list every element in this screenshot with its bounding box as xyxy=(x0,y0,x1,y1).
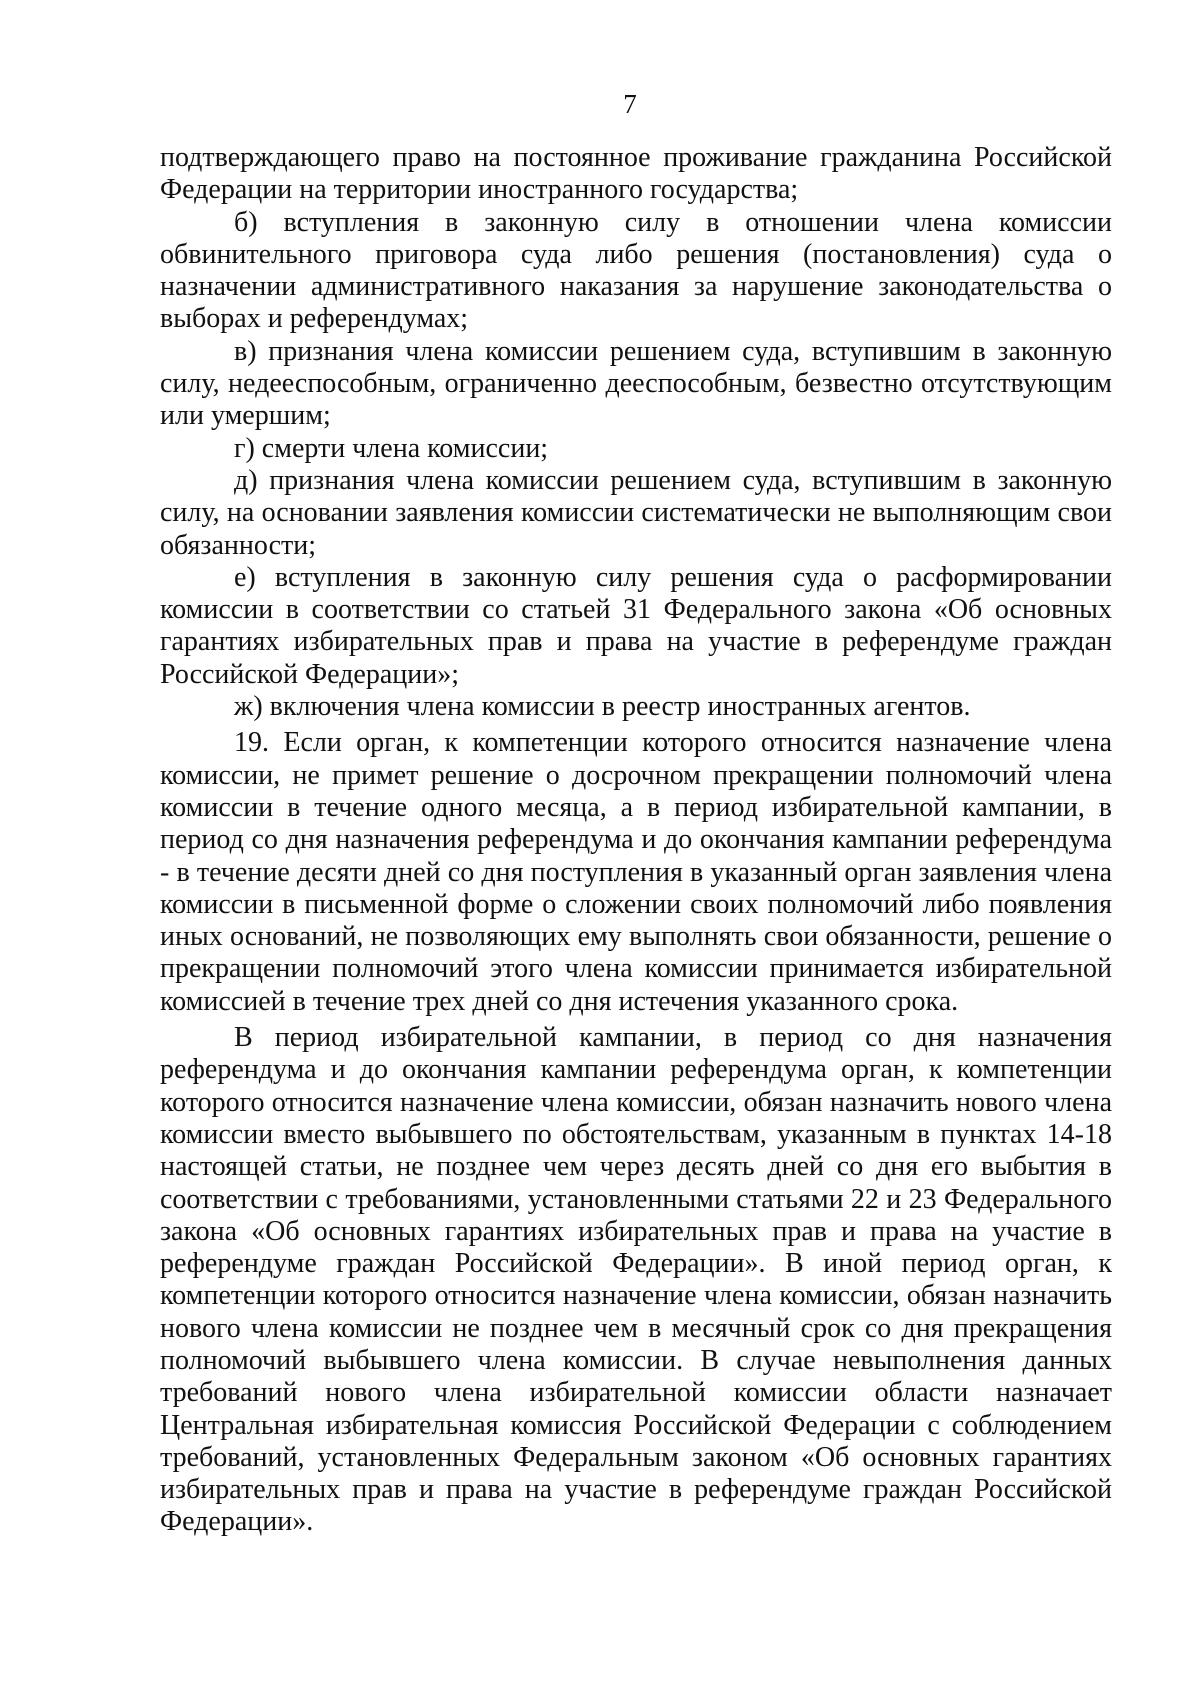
paragraph-clause-19: 19. Если орган, к компетенции которого относится назначение члена комиссии, не примет решение о досрочном прекращении полномочий члена комиссии в течение одного месяца, а в период избирательной кампании, в период со дня назначения референдума и до окончания кампании референдума - в течение десяти дней со дня поступления в указанный орган заявления члена комиссии в письменной форме о сложении своих полномочий либо появления иных оснований, не позволяющих ему выполнять свои обязанности, решение о прекращении полномочий этого члена комиссии принимается избирательной комиссией в течение трех дней со дня истечения указанного срока. xyxy=(160,727,1112,1017)
document-body xyxy=(160,142,1112,1539)
paragraph-item-d: д) признания члена комиссии решением суда, вступившим в законную силу, на основании заявления комиссии систематически не выполняющим свои обязанности; xyxy=(160,464,1112,561)
paragraph-item-v: в) признания члена комиссии решением суда, вступившим в законную силу, недееспособным, ограниченно дееспособным, безвестно отсутствующим или умершим; xyxy=(160,335,1112,432)
paragraph-item-e: е) вступления в законную силу решения суда о расформировании комиссии в соответствии со статьей 31 Федерального закона «Об основных гарантиях избирательных прав и права на участие в референдуме граждан Российской Федерации»; xyxy=(160,561,1112,690)
paragraph-continuation: подтверждающего право на постоянное проживание гражданина Российской Федерации на территории иностранного государства; xyxy=(160,142,1112,206)
page-number: 7 xyxy=(623,89,637,119)
paragraph-item-zh: ж) включения члена комиссии в реестр иностранных агентов. xyxy=(234,691,971,723)
paragraph-item-g: г) смерти члена комиссии; xyxy=(234,432,549,464)
paragraph-replacement-procedure: В период избирательной кампании, в период со дня назначения референдума и до окончания кампании референдума орган, к компетенции которого относится назначение члена комиссии, обязан назначить нового члена комиссии вместо выбывшего по обстоятельствам, указанным в пунктах 14-18 настоящей статьи, не позднее чем через десять дней со дня его выбытия в соответствии с требованиями, установленными статьями 22 и 23 Федерального закона «Об основных гарантиях избирательных прав и права на участие в референдуме граждан Российской Федерации». В иной период орган, к компетенции которого относится назначение члена комиссии, обязан назначить нового члена комиссии не позднее чем в месячный срок со дня прекращения полномочий выбывшего члена комиссии. В случае невыполнения данных требований нового члена избирательной комиссии области назначает Центральная избирательная комиссия Российской Федерации с соблюдением требований, установленных Федеральным законом «Об основных гарантиях избирательных прав и права на участие в референдуме граждан Российской Федерации». xyxy=(160,1022,1112,1538)
paragraph-item-b: б) вступления в законную силу в отношении члена комиссии обвинительного приговора суда либо решения (постановления) суда о назначении административного наказания за нарушение законодательства о выборах и референдумах; xyxy=(160,206,1112,335)
